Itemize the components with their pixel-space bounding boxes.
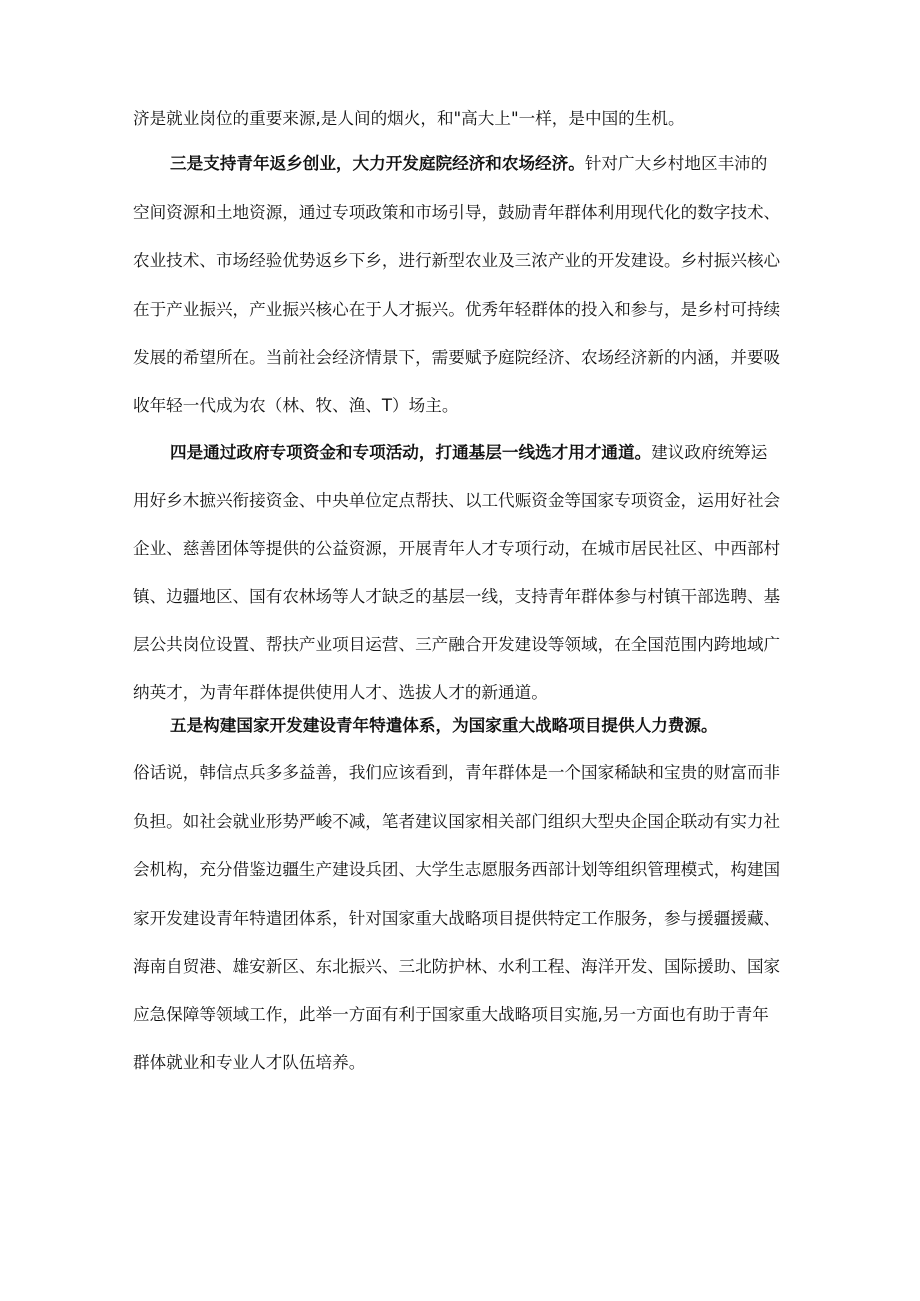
text-line: 层公共岗位设置、帮扶产业项目运营、三产融合开发建设等领域，在全国范围内跨地域广 bbox=[133, 635, 781, 654]
paragraph-heading: 四是通过政府专项资金和专项活动，打通基层一线选才用才通道。 bbox=[170, 443, 652, 462]
text-line: 企业、慈善团体等提供的公益资源，开展青年人才专项行动，在城市居民社区、中西部村 bbox=[133, 539, 781, 558]
paragraph-heading-line: 四是通过政府专项资金和专项活动，打通基层一线选才用才通道。建议政府统筹运 bbox=[170, 443, 768, 462]
text-line: 在于产业振兴，产业振兴核心在于人才振兴。优秀年轻群体的投入和参与，是乡村可持续 bbox=[133, 300, 781, 319]
text-line: 海南自贸港、雄安新区、东北振兴、三北防护林、水利工程、海洋开发、国际援助、国家 bbox=[133, 957, 781, 976]
paragraph-heading-line bbox=[170, 711, 813, 741]
text-line: 会机构，充分借鉴边疆生产建设兵团、大学生志愿服务西部计划等组织管理模式，构建国 bbox=[133, 860, 781, 879]
text-line: 镇、边疆地区、国有农林场等人才缺乏的基层一线，支持青年群体参与村镇干部选聘、基 bbox=[133, 587, 781, 606]
text-line: 纳英才，为青年群体提供使用人才、选拔人才的新通道。 bbox=[133, 683, 548, 702]
paragraph-heading: 五是构建国家开发建设青年特遣体系，为国家重大战略项目提供人力费源。 bbox=[170, 716, 718, 735]
text-line: 应急保障等领域工作，此举一方面有利于国家重大战略项目实施,另一方面也有助于青年 bbox=[133, 1005, 769, 1024]
text-line: 群体就业和专业人才队伍培养。 bbox=[133, 1053, 366, 1072]
text-line: 农业技术、市场经验优势返乡下乡，进行新型农业及三浓产业的开发建设。乡村振兴核心 bbox=[133, 251, 781, 270]
text-line: 用好乡木摭兴衔接资金、中央单位定点帮扶、以工代赈资金等国家专项资金，运用好社会 bbox=[133, 491, 781, 510]
text-line: 家开发建设青年特遣团体系，针对国家重大战略项目提供特定工作服务，参与援疆援藏、 bbox=[133, 909, 781, 928]
text-line: 负担。如社会就业形势严峻不减，笔者建议国家相关部门组织大型央企国企联动有实力社 bbox=[133, 812, 781, 831]
text-line: 济是就业岗位的重要来源,是人间的烟火，和"高大上"一样，是中国的生机。 bbox=[133, 109, 685, 128]
paragraph-heading: 三是支持青年返乡创业，大力开发庭院经济和农场经济。 bbox=[170, 154, 585, 173]
text-line: 发展的希望所在。当前社会经济情景下，需要赋予庭院经济、农场经济新的内涵，并要吸 bbox=[133, 348, 781, 367]
paragraph-heading-line: 三是支持青年返乡创业，大力开发庭院经济和农场经济。针对广大乡村地区丰沛的 bbox=[170, 154, 768, 173]
text-line: 收年轻一代成为农（林、牧、渔、T）场主。 bbox=[133, 396, 459, 415]
text-line: 空间资源和土地资源，通过专项政策和市场引导，鼓励青年群体利用现代化的数字技术、 bbox=[133, 203, 781, 222]
text-line: 俗话说，韩信点兵多多益善，我们应该看到，青年群体是一个国家稀缺和宝贵的财富而非 bbox=[133, 763, 781, 782]
